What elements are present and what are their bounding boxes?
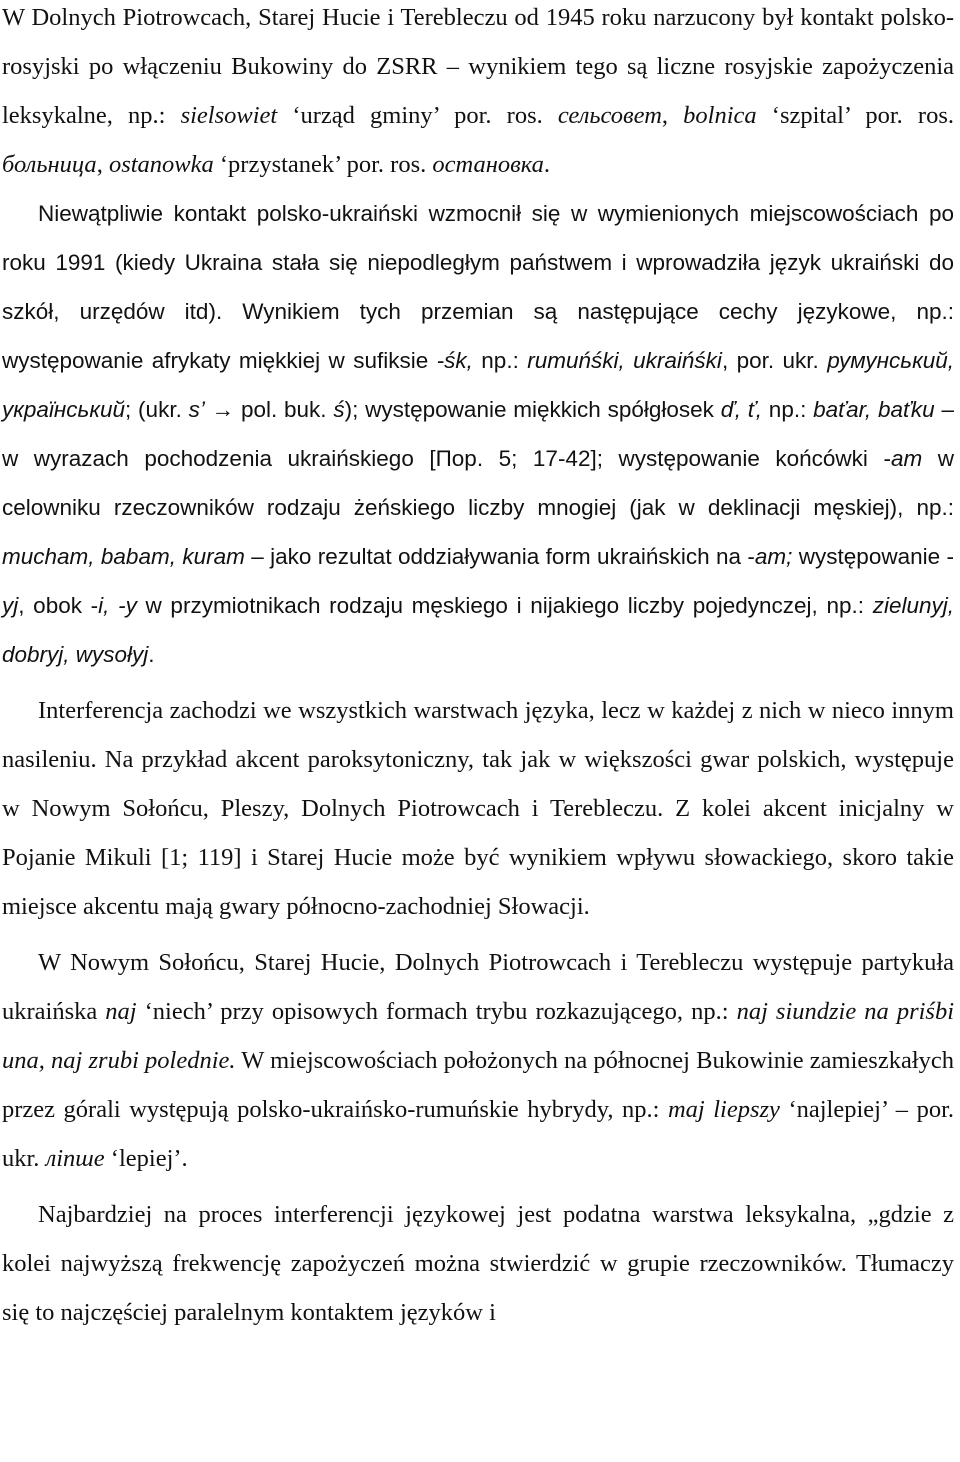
text-run: W miejscowościach położonych na północnej Bukowinie zamieszkałych przez górali występują polsko-ukraińsko-rumuńskie hybrydy, np.:: [2, 1047, 955, 1123]
italic-text-run: am;: [754, 544, 793, 569]
text-run: , obok -: [18, 593, 99, 618]
text-run: ,: [96, 151, 109, 178]
text-run: – jako rezultat oddziaływania form ukraińskich na -: [244, 544, 755, 569]
text-run: np.:: [472, 348, 528, 373]
text-run: ‘szpital’ por. ros.: [756, 102, 954, 129]
text-run: W Nowym Sołońcu, Starej Hucie, Dolnych Piotrowcach i Terebleczu występuje partykuła ukraińska: [2, 949, 954, 1025]
paragraph-2: [2, 189, 954, 679]
paragraph-1: [2, 0, 954, 189]
text-run: Interferencja zachodzi we wszystkich warstwach języka, lecz w każdej z nich w nieco innym nasileniu. Na przykład akcent paroksytoniczny, tak jak w większości gwar polskich, występuje w Nowym Sołońcu, Pleszy, Dolnych Piotrowcach i Terebleczu. Z kolei akcent inicjalny w Pojanie Mikuli [1; 119] i Starej Hucie może być wynikiem wpływu słowackiego, skoro takie miejsce akcentu mają gwary północno-zachodniej Słowacji.: [2, 697, 954, 920]
text-run: ,: [661, 102, 684, 129]
italic-text-run: лiпше: [45, 1145, 105, 1172]
text-run: ‘najlepiej’ – por. ukr.: [2, 1096, 955, 1172]
text-run: ‘lepiej’.: [104, 1145, 188, 1172]
text-run: w przymiotnikach rodzaju męskiego i nijakiego liczby pojedynczej, np.:: [136, 593, 873, 618]
italic-text-run: baťar, baťku: [813, 397, 935, 422]
italic-text-run: rumuńśki, ukraińśki: [527, 348, 722, 373]
text-run: występowanie -: [792, 544, 954, 569]
text-run: ; (ukr.: [125, 397, 189, 422]
paragraph-3: [2, 686, 954, 931]
italic-text-run: naj siundzie na priśbi una, naj zrubi polednie.: [2, 998, 955, 1074]
italic-text-run: zielunyj, dobryj, wysołyj: [2, 593, 954, 667]
italic-text-run: s’: [188, 397, 205, 422]
italic-text-run: naj: [105, 998, 137, 1025]
paragraph-4: [2, 938, 954, 1183]
italic-text-run: больница: [2, 151, 97, 178]
text-run: np.:: [762, 397, 814, 422]
italic-text-run: sielsowiet: [180, 102, 278, 129]
paragraph-5: [2, 1190, 954, 1337]
text-run: ‘przystanek’ por. ros.: [213, 151, 433, 178]
italic-text-run: mucham, babam, kuram: [2, 544, 245, 569]
text-run: ‘urząd gminy’ por. ros.: [277, 102, 558, 129]
text-run: → pol. buk.: [204, 397, 334, 422]
italic-text-run: maj liepszy: [667, 1096, 780, 1123]
text-run: ‘niech’ przy opisowych formach trybu rozkazującego, np.:: [136, 998, 737, 1025]
text-run: w celowniku rzeczowników rodzaju żeńskiego liczby mnogiej (jak w deklinacji męskiej), np.:: [2, 446, 955, 520]
italic-text-run: bolnica: [683, 102, 757, 129]
italic-text-run: ď, ť,: [720, 397, 763, 422]
text-run: Niewątpliwie kontakt polsko-ukraiński wzmocnił się w wymienionych miejscowościach po roku 1991 (kiedy Ukraina stała się niepodległym państwem i wprowadziła język ukraiński do szkół, urzędów itd). Wynikiem tych przemian są następujące cechy językowe, np.: występowanie afrykaty miękkiej w sufiksie: [2, 201, 954, 373]
italic-text-run: i, -y: [98, 593, 137, 618]
text-run: W Dolnych Piotrowcach, Starej Hucie i Terebleczu od 1945 roku narzucony był kontakt polsko-rosyjski po włączeniu Bukowiny do ZSRR – wynikiem tego są liczne rosyjskie zapożyczenia leksykalne, np.:: [2, 4, 954, 129]
text-run: Najbardziej na proces interferencji językowej jest podatna warstwa leksykalna, „gdzie z kolei najwyższą frekwencję zapożyczeń można stwierdzić w grupie rzeczowników. Tłumaczy się to najczęściej paralelnym kontaktem języków i: [2, 1201, 954, 1326]
text-run: ); występowanie miękkich spółgłosek: [344, 397, 721, 422]
italic-text-run: остановка: [432, 151, 544, 178]
text-run: – w wyrazach pochodzenia ukraińskiego [Пор. 5; 17-42]; występowanie końcówki -: [2, 397, 955, 471]
text-run: .: [148, 642, 155, 667]
italic-text-run: сельсовет: [557, 102, 662, 129]
italic-text-run: am: [890, 446, 923, 471]
italic-text-run: ostanowka: [108, 151, 214, 178]
italic-text-run: -śk,: [436, 348, 473, 373]
text-run: .: [543, 151, 551, 178]
italic-text-run: yj: [2, 593, 19, 618]
italic-text-run: румунський, український: [2, 348, 954, 422]
text-run: , por. ukr.: [721, 348, 828, 373]
italic-text-run: ś: [333, 397, 345, 422]
